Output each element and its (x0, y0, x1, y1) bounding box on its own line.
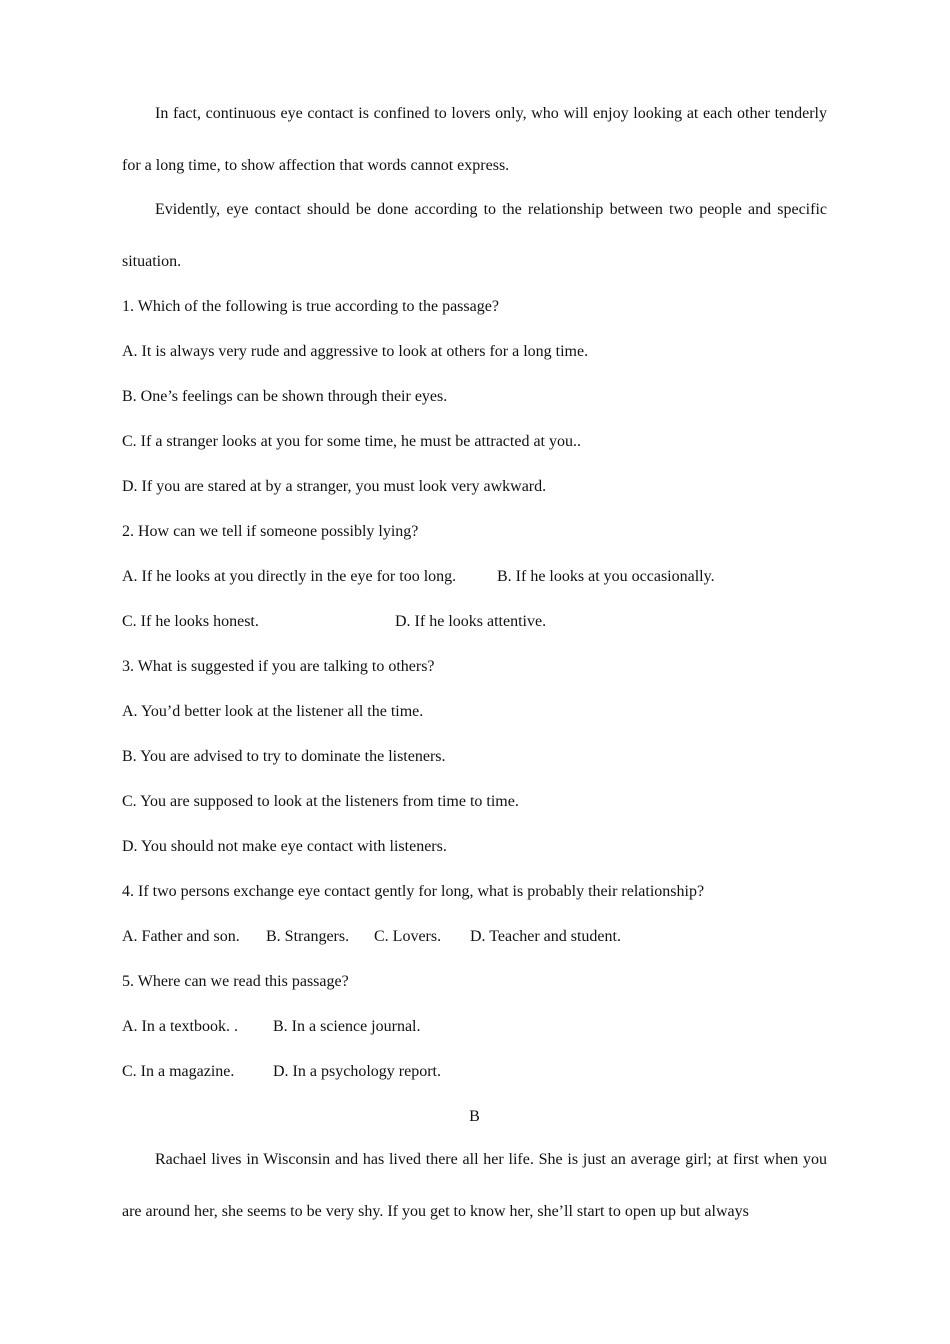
question-5-stem: 5. Where can we read this passage? (122, 973, 349, 990)
question-5-option-c: C. In a magazine. (122, 1063, 235, 1080)
question-5-option-a: A. In a textbook. . (122, 1018, 238, 1035)
paragraph-eye-contact-lovers: In fact, continuous eye contact is confined to lovers only, who will enjoy looking at each other tenderly for a long time, to show affection that words cannot express. (122, 105, 827, 174)
question-2-option-d: D. If he looks attentive. (395, 613, 547, 630)
section-b-heading: B (469, 1108, 480, 1125)
question-1-stem: 1. Which of the following is true according to the passage? (122, 298, 499, 315)
paragraph-eye-contact-conclusion: Evidently, eye contact should be done according to the relationship between two people and specific situation. (122, 201, 827, 270)
question-4-option-c: C. Lovers. (374, 928, 442, 945)
question-5-option-b: B. In a science journal. (273, 1018, 421, 1035)
question-3-stem: 3. What is suggested if you are talking to others? (122, 658, 435, 675)
question-4-stem: 4. If two persons exchange eye contact gently for long, what is probably their relationship? (122, 883, 705, 900)
question-4-option-a: A. Father and son. (122, 928, 240, 945)
paragraph-rachael-intro: Rachael lives in Wisconsin and has lived there all her life. She is just an average girl; at first when you are around her, she seems to be very shy. If you get to know her, she’ll start to open up but always (122, 1151, 827, 1220)
question-2-option-b: B. If he looks at you occasionally. (497, 568, 715, 585)
question-4-option-b: B. Strangers. (266, 928, 350, 945)
question-3-option-b: B. You are advised to try to dominate the listeners. (122, 748, 446, 765)
question-3-option-d: D. You should not make eye contact with listeners. (122, 838, 447, 855)
question-3-option-a: A. You’d better look at the listener all the time. (122, 703, 424, 720)
question-3-option-c: C. You are supposed to look at the listeners from time to time. (122, 793, 519, 810)
question-4-option-d: D. Teacher and student. (470, 928, 621, 945)
question-2-option-c: C. If he looks honest. (122, 613, 259, 630)
question-1-option-a: A. It is always very rude and aggressive to look at others for a long time. (122, 343, 589, 360)
question-2-option-a: A. If he looks at you directly in the eye for too long. (122, 568, 457, 585)
question-2-stem: 2. How can we tell if someone possibly lying? (122, 523, 419, 540)
question-1-option-d: D. If you are stared at by a stranger, you must look very awkward. (122, 478, 547, 495)
question-5-option-d: D. In a psychology report. (273, 1063, 441, 1080)
question-1-option-c: C. If a stranger looks at you for some time, he must be attracted at you.. (122, 433, 581, 450)
question-1-option-b: B. One’s feelings can be shown through their eyes. (122, 388, 448, 405)
